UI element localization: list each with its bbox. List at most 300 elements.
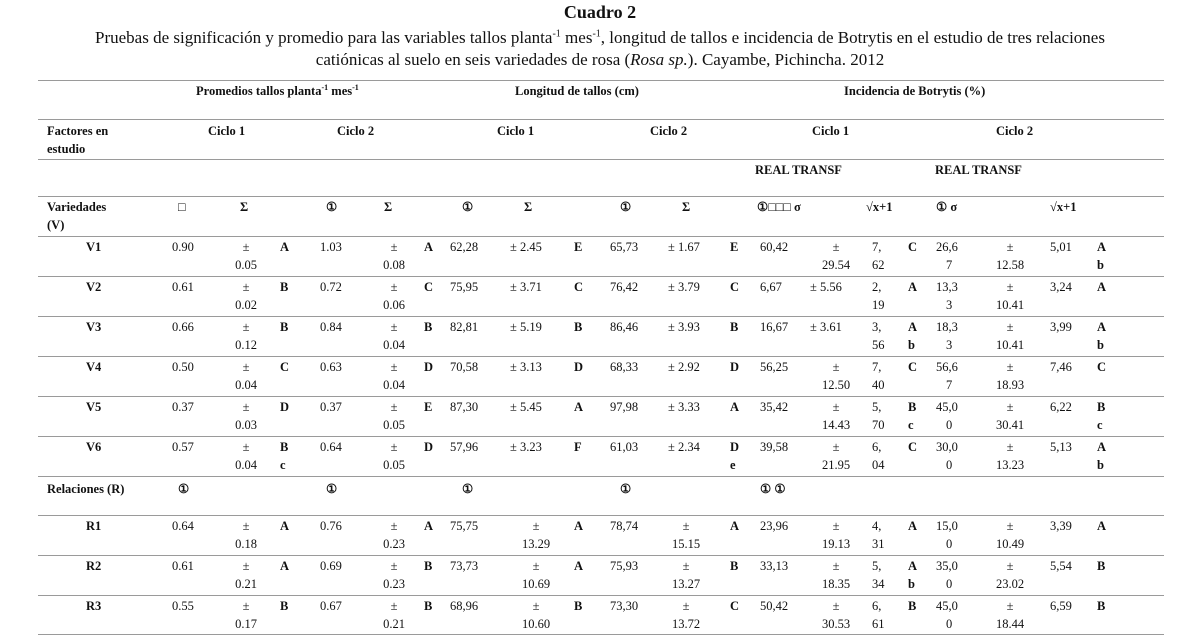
column-symbol: □ [178, 200, 186, 214]
column-symbol: ① [620, 200, 632, 214]
column-symbol: Σ [682, 200, 691, 214]
group-header-superscript: -1 [321, 82, 329, 92]
column-symbol: ① [178, 482, 190, 496]
caption-text: catiónicas al suelo en seis variedades de rosa ( [315, 50, 631, 69]
table-cell: 0.37 [172, 400, 194, 414]
table-cell: 3,99 [1050, 320, 1072, 334]
table-cell: ± 3.61 [810, 320, 842, 334]
table-cell: ± [390, 559, 398, 573]
table-cell: 6, [872, 440, 882, 454]
column-symbol: ① ① [760, 482, 786, 496]
significance-letter: C [908, 440, 918, 454]
significance-letter: A [280, 519, 290, 533]
significance-letter: B [424, 559, 433, 573]
table-cell: 0.37 [320, 400, 342, 414]
table-cell: 7,46 [1050, 360, 1072, 374]
significance-letter: A [1097, 519, 1107, 533]
table-cell: 23.02 [995, 577, 1025, 591]
table-cell: 56,6 [936, 360, 958, 374]
table-cell: 7 [946, 378, 953, 392]
column-symbol: ① [620, 482, 632, 496]
table-rule-relaciones [38, 515, 1164, 516]
table-cell: 3,39 [1050, 519, 1072, 533]
table-cell: ± [242, 440, 250, 454]
table-cell: 97,98 [610, 400, 639, 414]
table-cell: 5, [872, 559, 882, 573]
table-cell: 0 [946, 537, 953, 551]
table-cell: ± [1006, 360, 1014, 374]
significance-letter: B [730, 320, 739, 334]
significance-letter: C [574, 280, 584, 294]
significance-letter: A [730, 519, 740, 533]
table-row-rule [38, 276, 1164, 277]
significance-letter: D [574, 360, 584, 374]
table-cell: 30.53 [821, 617, 851, 631]
table-cell: 1.03 [320, 240, 342, 254]
table-cell: 12.58 [995, 258, 1025, 272]
table-cell: ± [390, 320, 398, 334]
table-cell: 31 [872, 537, 885, 551]
ciclo1-header-botrytis: Ciclo 1 [812, 124, 850, 138]
significance-letter: E [730, 240, 739, 254]
significance-letter: F [574, 440, 582, 454]
table-cell: 0.76 [320, 519, 342, 533]
significance-letter: B [280, 280, 289, 294]
significance-letter: C [730, 599, 740, 613]
table-caption [0, 27, 1200, 71]
table-cell: 0.04 [235, 378, 257, 392]
table-cell: 0.66 [172, 320, 194, 334]
table-cell: 5,01 [1050, 240, 1072, 254]
table-cell: 75,95 [450, 280, 479, 294]
table-cell: ± [832, 240, 840, 254]
table-cell: 0 [946, 418, 953, 432]
table-cell: 0 [946, 458, 953, 472]
table-cell: 0.04 [383, 338, 405, 352]
table-cell: 13.29 [521, 537, 551, 551]
table-cell: 0.05 [235, 258, 257, 272]
row-label: V6 [86, 440, 102, 454]
table-cell: 16,67 [760, 320, 789, 334]
table-cell: 13.27 [671, 577, 701, 591]
table-cell: ± 5.19 [510, 320, 542, 334]
significance-letter: A [1097, 240, 1107, 254]
table-row-rule [38, 595, 1164, 596]
table-cell: 7, [872, 360, 882, 374]
table-cell: 18,3 [936, 320, 958, 334]
ciclo2-header-botrytis: Ciclo 2 [996, 124, 1034, 138]
significance-letter: C [1097, 360, 1107, 374]
table-cell: ± [1006, 599, 1014, 613]
table-cell: ± 5.56 [810, 280, 842, 294]
table-cell: ± [682, 599, 690, 613]
table-cell: 5,13 [1050, 440, 1072, 454]
table-cell: ± [242, 519, 250, 533]
table-cell: 0.21 [383, 617, 405, 631]
table-cell: ± 3.79 [668, 280, 700, 294]
table-cell: 7 [946, 258, 953, 272]
table-cell: 45,0 [936, 599, 958, 613]
table-cell: 0.04 [235, 458, 257, 472]
row-label: R1 [86, 519, 102, 533]
significance-letter: A [424, 519, 434, 533]
significance-letter: A [574, 519, 584, 533]
table-cell: ± [832, 519, 840, 533]
significance-letter: A [1097, 440, 1107, 454]
column-symbol: ① [326, 482, 338, 496]
significance-letter: D [424, 440, 434, 454]
row-label: V2 [86, 280, 102, 294]
table-cell: ± [832, 360, 840, 374]
table-cell: ± [390, 240, 398, 254]
significance-letter: E [424, 400, 433, 414]
table-cell: 2, [872, 280, 882, 294]
table-cell: ± [390, 360, 398, 374]
table-cell: 0.61 [172, 559, 194, 573]
table-cell: 0.72 [320, 280, 342, 294]
table-rule-ciclo [38, 159, 1164, 160]
table-cell: 82,81 [450, 320, 479, 334]
variedades-label: Variedades [47, 200, 107, 214]
table-cell: ± [532, 599, 540, 613]
table-row-rule [38, 316, 1164, 317]
table-cell: 5, [872, 400, 882, 414]
group-header-stems [196, 82, 359, 100]
table-cell: ± [242, 280, 250, 294]
significance-letter: A [424, 240, 434, 254]
table-cell: 0.61 [172, 280, 194, 294]
table-cell: ± [242, 240, 250, 254]
table-cell: 12.50 [821, 378, 851, 392]
table-cell: 35,0 [936, 559, 958, 573]
table-cell: 15.15 [671, 537, 701, 551]
table-cell: 57,96 [450, 440, 479, 454]
table-cell: 45,0 [936, 400, 958, 414]
significance-letter: E [574, 240, 583, 254]
significance-letter: B [908, 400, 917, 414]
table-cell: 13.23 [995, 458, 1025, 472]
column-symbol: ① [462, 482, 474, 496]
table-cell: 0.64 [172, 519, 194, 533]
significance-letter: C [280, 360, 290, 374]
group-header-text: Promedios tallos planta [196, 84, 322, 98]
table-cell: ± 1.67 [668, 240, 700, 254]
table-cell: 0.57 [172, 440, 194, 454]
group-header-botrytis: Incidencia de Botrytis (%) [844, 84, 986, 98]
table-cell: 0.23 [383, 537, 405, 551]
significance-letter: c [280, 458, 286, 472]
table-rule-bottom [38, 634, 1164, 635]
relaciones-label: Relaciones (R) [47, 482, 125, 496]
table-cell: ± [1006, 440, 1014, 454]
table-cell: 73,30 [610, 599, 639, 613]
caption-text: ). Cayambe, Pichincha. 2012 [687, 50, 885, 69]
column-symbol: Σ [384, 200, 393, 214]
table-cell: 70,58 [450, 360, 479, 374]
table-cell: ± [682, 559, 690, 573]
table-cell: 18.35 [821, 577, 851, 591]
significance-letter: A [908, 280, 918, 294]
table-cell: ± 2.34 [668, 440, 700, 454]
group-header-superscript: -1 [352, 82, 359, 92]
significance-letter: C [908, 360, 918, 374]
real-transf-header-2: REAL TRANSF [935, 163, 1022, 177]
table-cell: 14.43 [821, 418, 851, 432]
table-cell: 0.55 [172, 599, 194, 613]
ciclo1-header-length: Ciclo 1 [497, 124, 535, 138]
table-cell: 10.41 [995, 298, 1025, 312]
table-cell: ± [390, 519, 398, 533]
significance-letter: B [280, 440, 289, 454]
table-cell: 86,46 [610, 320, 639, 334]
table-cell: ± 2.45 [510, 240, 542, 254]
table-cell: 21.95 [821, 458, 851, 472]
table-cell: 0.12 [235, 338, 257, 352]
significance-letter: b [1097, 258, 1104, 272]
table-cell: 0.05 [383, 458, 405, 472]
significance-letter: B [574, 599, 583, 613]
table-cell: ± 3.33 [668, 400, 700, 414]
row-label: R3 [86, 599, 102, 613]
table-cell: 0.17 [235, 617, 257, 631]
table-cell: 19.13 [821, 537, 851, 551]
table-cell: 0.18 [235, 537, 257, 551]
table-cell: ± [832, 400, 840, 414]
table-row-rule [38, 436, 1164, 437]
column-symbol: Σ [240, 200, 249, 214]
table-cell: 3, [872, 320, 882, 334]
significance-letter: A [280, 240, 290, 254]
table-cell: 0.64 [320, 440, 342, 454]
ciclo1-header-stems: Ciclo 1 [208, 124, 246, 138]
table-cell: 78,74 [610, 519, 639, 533]
significance-letter: b [908, 338, 915, 352]
caption-line-1 [0, 27, 1200, 49]
table-cell: 13.72 [671, 617, 701, 631]
table-cell: 35,42 [760, 400, 789, 414]
significance-letter: B [424, 320, 433, 334]
table-cell: 0.69 [320, 559, 342, 573]
factores-header-line1: Factores en [47, 124, 109, 138]
table-rule-top [38, 80, 1164, 81]
table-cell: 68,33 [610, 360, 639, 374]
significance-letter: b [1097, 458, 1104, 472]
table-cell: 65,73 [610, 240, 639, 254]
table-cell: 68,96 [450, 599, 479, 613]
significance-letter: B [730, 559, 739, 573]
significance-letter: e [730, 458, 736, 472]
table-cell: 62,28 [450, 240, 479, 254]
significance-letter: A [908, 320, 918, 334]
table-cell: ± [1006, 280, 1014, 294]
table-cell: ± 5.45 [510, 400, 542, 414]
significance-letter: C [424, 280, 434, 294]
significance-letter: A [908, 559, 918, 573]
significance-letter: A [1097, 280, 1107, 294]
row-label: V5 [86, 400, 102, 414]
column-symbol: ① [462, 200, 474, 214]
significance-letter: B [908, 599, 917, 613]
table-cell: 56,25 [760, 360, 789, 374]
significance-letter: B [424, 599, 433, 613]
table-rule-subheader [38, 196, 1164, 197]
significance-letter: b [1097, 338, 1104, 352]
table-cell: 0.06 [383, 298, 405, 312]
group-header-text: mes [328, 84, 353, 98]
table-cell: 56 [872, 338, 885, 352]
table-cell: ± 3.93 [668, 320, 700, 334]
significance-letter: C [908, 240, 918, 254]
table-cell: 34 [872, 577, 885, 591]
significance-letter: D [280, 400, 290, 414]
real-transf-header-1: REAL TRANSF [755, 163, 842, 177]
table-cell: 76,42 [610, 280, 639, 294]
column-symbol: Σ [524, 200, 533, 214]
table-cell: ± 3.13 [510, 360, 542, 374]
column-symbol: √x+1 [866, 200, 893, 214]
table-rule-group [38, 119, 1164, 120]
table-cell: 0.63 [320, 360, 342, 374]
table-cell: 0.50 [172, 360, 194, 374]
table-cell: 10.41 [995, 338, 1025, 352]
table-cell: 4, [872, 519, 882, 533]
table-cell: ± [1006, 320, 1014, 334]
significance-letter: B [1097, 559, 1106, 573]
table-cell: 60,42 [760, 240, 789, 254]
table-cell: 6,59 [1050, 599, 1072, 613]
table-title: Cuadro 2 [563, 2, 637, 22]
table-cell: 0.03 [235, 418, 257, 432]
factores-header-line2: estudio [47, 142, 86, 156]
significance-letter: D [730, 440, 740, 454]
caption-italic: Rosa sp. [630, 50, 688, 69]
significance-letter: c [908, 418, 914, 432]
table-cell: ± [682, 519, 690, 533]
table-cell: ± 3.23 [510, 440, 542, 454]
significance-letter: D [424, 360, 434, 374]
table-cell: ± [390, 599, 398, 613]
table-cell: 5,54 [1050, 559, 1072, 573]
significance-letter: c [1097, 418, 1103, 432]
table-cell: 3,24 [1050, 280, 1072, 294]
caption-text: mes [560, 28, 593, 47]
table-row-rule [38, 356, 1164, 357]
table-cell: 0.23 [383, 577, 405, 591]
table-cell: 62 [872, 258, 885, 272]
significance-letter: A [730, 400, 740, 414]
table-cell: ± [1006, 519, 1014, 533]
table-cell: ± [1006, 240, 1014, 254]
table-cell: ± [242, 400, 250, 414]
caption-superscript: -1 [552, 28, 561, 40]
significance-letter: A [908, 519, 918, 533]
table-cell: ± 3.71 [510, 280, 542, 294]
table-cell: 61,03 [610, 440, 639, 454]
table-cell: 61 [872, 617, 885, 631]
column-symbol: √x+1 [1050, 200, 1077, 214]
table-cell: 23,96 [760, 519, 789, 533]
significance-letter: A [574, 559, 584, 573]
table-cell: 0 [946, 577, 953, 591]
row-label: V4 [86, 360, 102, 374]
group-header-length: Longitud de tallos (cm) [515, 84, 639, 98]
table-cell: 18.93 [995, 378, 1025, 392]
table-cell: 0.05 [383, 418, 405, 432]
table-cell: 10.49 [995, 537, 1025, 551]
significance-letter: A [574, 400, 584, 414]
table-cell: ± [832, 599, 840, 613]
table-cell: 26,6 [936, 240, 958, 254]
table-cell: ± [1006, 559, 1014, 573]
table-cell: 6,22 [1050, 400, 1072, 414]
caption-text: , longitud de tallos e incidencia de Botrytis en el estudio de tres relaciones [600, 28, 1105, 47]
caption-text: Pruebas de significación y promedio para las variables tallos planta [95, 28, 553, 47]
table-cell: 0.90 [172, 240, 194, 254]
table-cell: 7, [872, 240, 882, 254]
table-cell: 0.02 [235, 298, 257, 312]
table-cell: 0 [946, 617, 953, 631]
row-label: V1 [86, 240, 102, 254]
significance-letter: B [574, 320, 583, 334]
ciclo2-header-length: Ciclo 2 [650, 124, 688, 138]
table-row-rule [38, 555, 1164, 556]
ciclo2-header-stems: Ciclo 2 [337, 124, 375, 138]
significance-letter: C [730, 280, 740, 294]
table-cell: 50,42 [760, 599, 789, 613]
row-label: V3 [86, 320, 102, 334]
table-cell: 3 [946, 298, 953, 312]
significance-letter: A [280, 559, 290, 573]
table-cell: ± [390, 400, 398, 414]
table-cell: ± [390, 440, 398, 454]
table-cell: 30,0 [936, 440, 958, 454]
table-cell: 10.60 [521, 617, 551, 631]
table-cell: 40 [872, 378, 885, 392]
table-cell: 10.69 [521, 577, 551, 591]
table-cell: ± [832, 440, 840, 454]
significance-letter: B [280, 320, 289, 334]
table-cell: ± [1006, 400, 1014, 414]
table-cell: 04 [872, 458, 885, 472]
table-cell: ± 2.92 [668, 360, 700, 374]
column-symbol: ① [326, 200, 338, 214]
variedades-label-abbrev: (V) [47, 218, 65, 232]
table-cell: 18.44 [995, 617, 1025, 631]
table-cell: 0.04 [383, 378, 405, 392]
table-cell: ± [242, 599, 250, 613]
table-cell: ± [532, 559, 540, 573]
table-cell: 87,30 [450, 400, 479, 414]
table-row-rule [38, 476, 1164, 477]
caption-line-2 [0, 49, 1200, 71]
table-cell: 0.67 [320, 599, 342, 613]
significance-letter: b [908, 577, 915, 591]
table-cell: 3 [946, 338, 953, 352]
table-cell: 6, [872, 599, 882, 613]
table-cell: 75,75 [450, 519, 479, 533]
table-cell: 19 [872, 298, 885, 312]
table-cell: 33,13 [760, 559, 789, 573]
table-cell: 75,93 [610, 559, 639, 573]
significance-letter: D [730, 360, 740, 374]
table-cell: 30.41 [995, 418, 1025, 432]
table-cell: 70 [872, 418, 885, 432]
significance-letter: B [280, 599, 289, 613]
table-row-rule [38, 396, 1164, 397]
significance-letter: A [1097, 320, 1107, 334]
table-cell: 15,0 [936, 519, 958, 533]
table-cell: ± [390, 280, 398, 294]
